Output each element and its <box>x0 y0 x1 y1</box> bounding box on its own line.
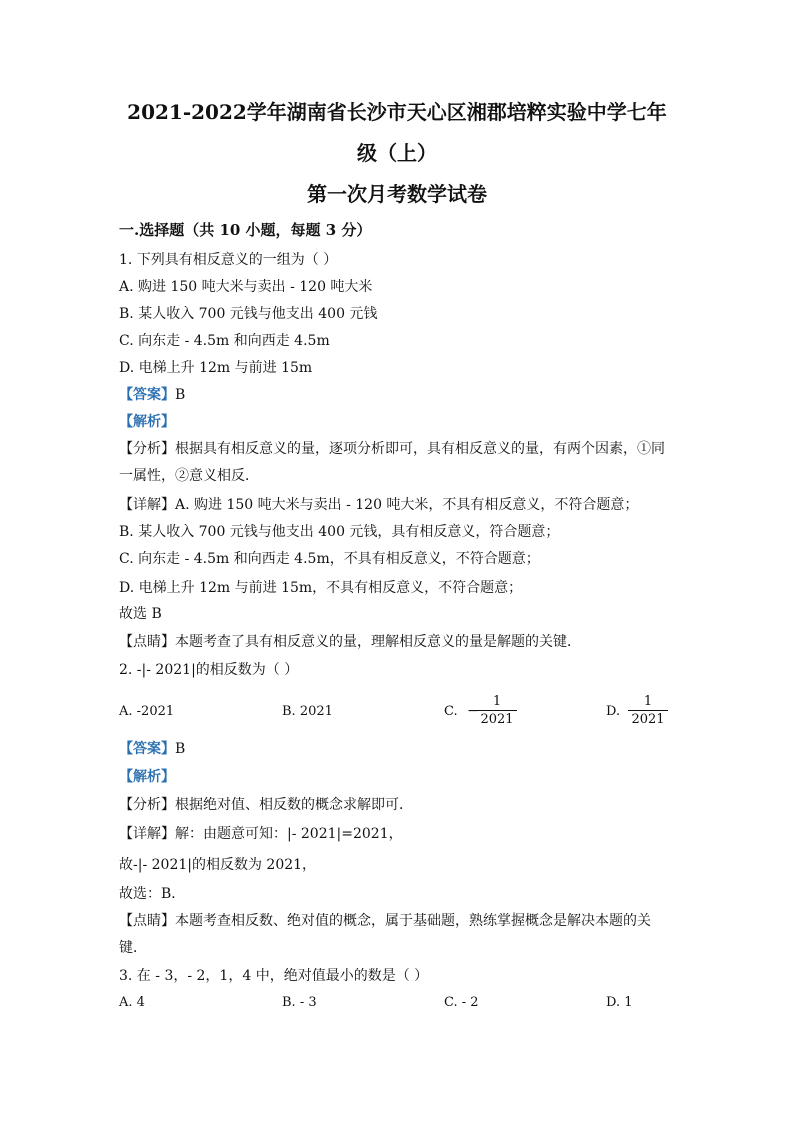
q2-fenxi: 【分析】根据绝对值、相反数的概念求解即可． <box>119 797 413 813</box>
exam-title-line2: 级（上） <box>357 141 437 165</box>
q2-option-a: A. -2021 <box>119 704 175 719</box>
answer-tag: 【答案】 <box>119 741 175 757</box>
exam-subtitle: 第一次月考数学试卷 <box>307 182 487 206</box>
q2-dianjing-line2: 键． <box>119 940 147 956</box>
answer-tag: 【答案】 <box>119 387 175 403</box>
fenxi-tag: 【分析】 <box>119 797 175 813</box>
fraction-numerator: 1 <box>477 693 517 711</box>
q1-xiangjie-line4: D. 电梯上升 12m 与前进 15m，不具有相反意义，不符合题意； <box>119 580 523 596</box>
q2-option-b: B. 2021 <box>282 704 333 719</box>
fraction-denominator: 2021 <box>631 712 665 727</box>
section-heading: 一.选择题（共 10 小题，每题 3 分） <box>119 221 372 239</box>
q1-stem: 1. 下列具有相反意义的一组为（ ） <box>119 252 338 268</box>
exam-title-line1: 2021-2022学年湖南省长沙市天心区湘郡培粹实验中学七年 <box>127 100 667 124</box>
q1-xiangjie-line1: 【详解】A. 购进 150 吨大米与卖出 - 120 吨大米，不具有相反意义，不符合题意； <box>119 497 639 513</box>
q2-option-c-sign: − <box>467 703 479 719</box>
q2-stem: 2. -|- 2021|的相反数为（ ） <box>119 662 299 678</box>
q1-answer-line <box>119 385 185 405</box>
fraction-denominator: 2021 <box>480 712 514 727</box>
dianjing-tag: 【点睛】 <box>119 913 175 929</box>
fraction-numerator: 1 <box>628 693 668 711</box>
q1-dianjing: 【点睛】本题考查了具有相反意义的量，理解相反意义的量是解题的关键． <box>119 634 581 650</box>
q3-option-b: B. - 3 <box>282 995 317 1010</box>
q1-fenxi-line1: 【分析】根据具有相反意义的量，逐项分析即可，具有相反意义的量，有两个因素，①同 <box>119 441 665 457</box>
q1-option-b: B. 某人收入 700 元钱与他支出 400 元钱 <box>119 306 378 322</box>
q2-conclusion: 故选：B． <box>119 886 186 902</box>
xiangjie-tag: 【详解】 <box>119 497 175 513</box>
q3-stem: 3. 在 - 3，- 2，1，4 中，绝对值最小的数是（ ） <box>119 968 429 984</box>
q2-xiangjie-line1: 【详解】解：由题意可知：|- 2021|=2021， <box>119 826 403 842</box>
q2-analysis-tag: 【解析】 <box>119 769 175 785</box>
fenxi-tag: 【分析】 <box>119 441 175 457</box>
q2-option-d-label: D. <box>606 704 621 719</box>
q1-xiangjie-line2: B. 某人收入 700 元钱与他支出 400 元钱，具有相反意义，符合题意； <box>119 524 560 540</box>
q1-option-c: C. 向东走 - 4.5m 和向西走 4.5m <box>119 333 330 349</box>
q3-option-c: C. - 2 <box>444 995 479 1010</box>
q3-option-d: D. 1 <box>606 995 633 1010</box>
q2-option-d-fraction <box>628 693 668 728</box>
q1-answer: B <box>175 387 186 403</box>
q2-option-c-label: C. <box>444 704 458 719</box>
dianjing-tag: 【点睛】 <box>119 634 175 650</box>
q2-answer-line <box>119 739 185 759</box>
q1-fenxi-line2: 一属性，②意义相反． <box>119 468 259 484</box>
q3-option-a: A. 4 <box>119 995 145 1010</box>
q1-analysis-tag: 【解析】 <box>119 414 175 430</box>
q1-option-d: D. 电梯上升 12m 与前进 15m <box>119 360 313 376</box>
q2-answer: B <box>175 741 186 757</box>
q1-xiangjie-line3: C. 向东走 - 4.5m 和向西走 4.5m，不具有相反意义，不符合题意； <box>119 551 540 567</box>
q2-xiangjie-line2: 故-|- 2021|的相反数为 2021， <box>119 857 317 873</box>
q2-option-c-fraction <box>477 693 517 728</box>
q1-option-a: A. 购进 150 吨大米与卖出 - 120 吨大米 <box>119 279 373 295</box>
xiangjie-tag: 【详解】 <box>119 826 175 842</box>
q1-conclusion: 故选 B <box>119 606 162 622</box>
q2-dianjing-line1: 【点睛】本题考查相反数、绝对值的概念，属于基础题，熟练掌握概念是解决本题的关 <box>119 913 651 929</box>
